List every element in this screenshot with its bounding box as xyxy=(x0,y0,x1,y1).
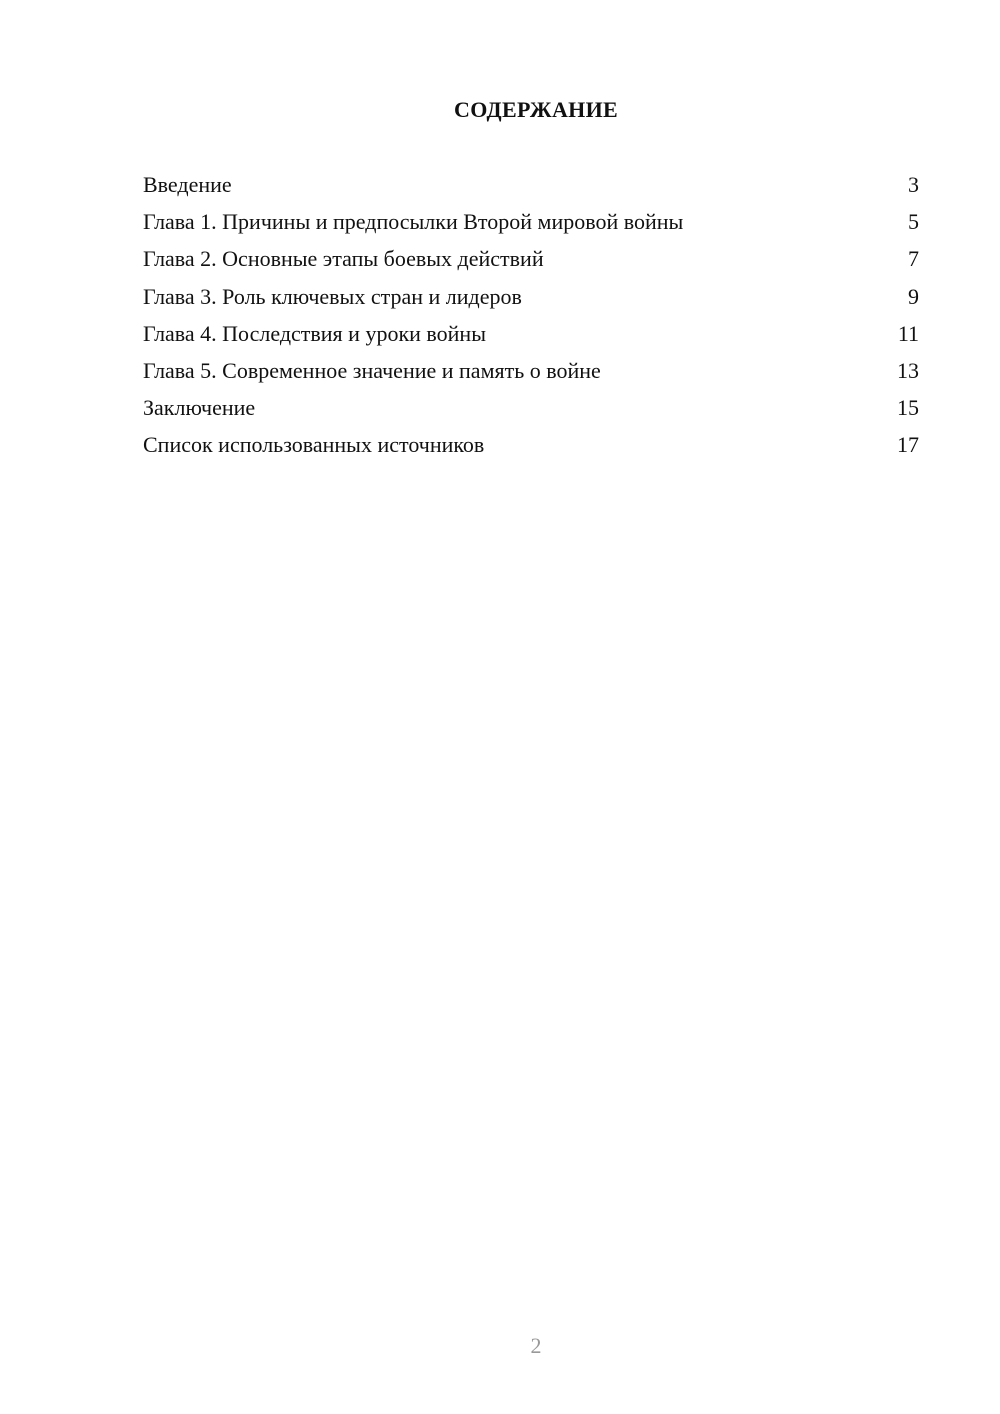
toc-entry-chapter-3 xyxy=(143,281,919,318)
toc-entry-label: Введение xyxy=(143,172,232,197)
toc-entry-page: 3 xyxy=(908,172,919,197)
toc-entry-page: 15 xyxy=(897,395,919,421)
toc-entry-label: Глава 5. Современное значение и память о войне xyxy=(143,357,601,383)
toc-entry-page: 5 xyxy=(908,209,919,235)
toc-entry-conclusion xyxy=(143,392,919,429)
toc-entry-label: Глава 1. Причины и предпосылки Второй мировой войны xyxy=(143,209,684,235)
page-number: 2 xyxy=(530,1333,542,1358)
toc-entry-chapter-4 xyxy=(143,318,919,355)
toc-entry-label: Глава 4. Последствия и уроки войны xyxy=(143,320,486,346)
toc-entry-label: Заключение xyxy=(143,395,256,421)
toc-entry-chapter-2 xyxy=(143,243,919,280)
toc-entry-label: Список использованных источников xyxy=(143,432,485,458)
toc-entry-references xyxy=(143,429,919,466)
toc-entry-chapter-5 xyxy=(143,355,919,392)
toc-entry-chapter-1 xyxy=(143,206,919,243)
toc-list xyxy=(143,169,919,467)
toc-entry-page: 13 xyxy=(897,357,919,383)
toc-entry-page: 7 xyxy=(908,246,919,272)
toc-entry-label: Глава 3. Роль ключевых стран и лидеров xyxy=(143,283,522,309)
toc-entry-page: 17 xyxy=(897,432,919,458)
toc-entry-label: Глава 2. Основные этапы боевых действий xyxy=(143,246,544,272)
toc-entry-introduction xyxy=(143,169,919,206)
toc-entry-page: 11 xyxy=(897,320,919,346)
toc-entry-page: 9 xyxy=(908,283,919,309)
toc-title: СОДЕРЖАНИЕ xyxy=(454,97,618,122)
